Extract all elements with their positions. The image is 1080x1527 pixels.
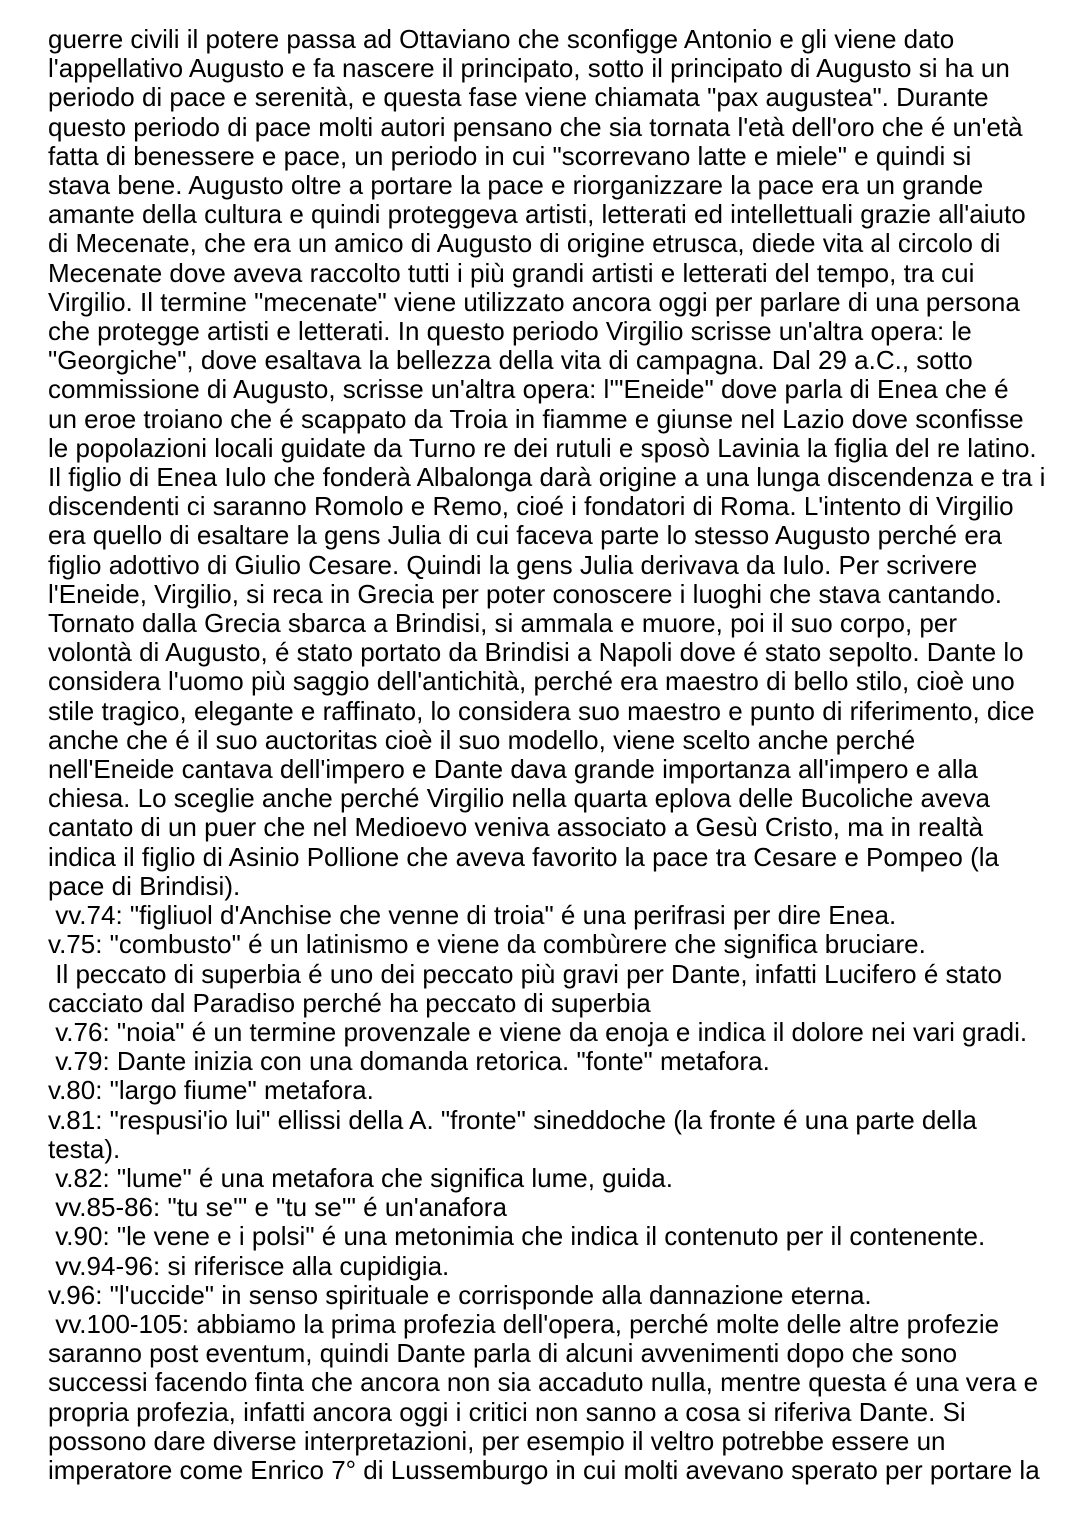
text-line: Il peccato di superbia é uno dei peccato più gravi per Dante, infatti Lucifero é stato [48,958,1002,989]
text-line: indica il figlio di Asinio Pollione che aveva favorito la pace tra Cesare e Pompeo (la [48,841,999,872]
text-line: che protegge artisti e letterati. In questo periodo Virgilio scrisse un'altra opera: le [48,316,972,347]
text-line: successi facendo finta che ancora non sia accaduto nulla, mentre questa é una vera e [48,1367,1039,1398]
text-line: Il figlio di Enea Iulo che fonderà Albalonga darà origine a una lunga discendenza e tra i [48,462,1046,493]
text-line: l'appellativo Augusto e fa nascere il principato, sotto il principato di Augusto si ha un [48,53,1010,84]
text-line: v.96: "l'uccide" in senso spirituale e corrisponde alla dannazione eterna. [48,1279,872,1310]
text-line: considera l'uomo più saggio dell'antichità, perché era maestro di bello stilo, cioè uno [48,666,1015,697]
text-line: periodo di pace e serenità, e questa fase viene chiamata "pax augustea". Durante [48,82,989,113]
text-line: stava bene. Augusto oltre a portare la pace e riorganizzare la pace era un grande [48,170,984,201]
text-line: l'Eneide, Virgilio, si reca in Grecia per poter conoscere i luoghi che stava cantando. [48,578,1003,609]
text-line: anche che é il suo auctoritas cioè il suo modello, viene scelto anche perché [48,724,916,755]
text-line: v.82: "lume" é una metafora che significa lume, guida. [48,1162,673,1193]
text-line: v.80: "largo fiume" metafora. [48,1075,374,1106]
text-line: testa). [48,1133,121,1164]
text-line: guerre civili il potere passa ad Ottaviano che sconfigge Antonio e gli viene dato [48,24,955,54]
text-line: propria profezia, infatti ancora oggi i critici non sanno a cosa si riferiva Dante. Si [48,1396,966,1427]
text-line: di Mecenate, che era un amico di Augusto di origine etrusca, diede vita al circolo di [48,228,1001,259]
text-line: saranno post eventum, quindi Dante parla di alcuni avvenimenti dopo che sono [48,1338,958,1369]
text-line: v.90: "le vene e i polsi" é una metonimia che indica il contenuto per il contenente. [48,1221,986,1252]
text-line: le popolazioni locali guidate da Turno re dei rutuli e sposò Lavinia la figlia del re latino. [48,432,1037,463]
text-line: "Georgiche", dove esaltava la bellezza della vita di campagna. Dal 29 a.C., sotto [48,345,973,376]
text-line: discendenti ci saranno Romolo e Remo, cioé i fondatori di Roma. L'intento di Virgilio [48,491,1014,522]
text-line: vv.94-96: si riferisce alla cupidigia. [48,1250,450,1281]
text-line: volontà di Augusto, é stato portato da Brindisi a Napoli dove é stato sepolto. Dante lo [48,637,1024,668]
text-line: vv.85-86: "tu se'" e "tu se'" é un'anafora [48,1192,507,1223]
text-line: Tornato dalla Grecia sbarca a Brindisi, si ammala e muore, poi il suo corpo, per [48,608,957,639]
text-line: v.81: "respusi'io lui" ellissi della A. "fronte" sineddoche (la fronte é una parte della [48,1104,977,1135]
text-line: Mecenate dove aveva raccolto tutti i più grandi artisti e letterati del tempo, tra cui [48,257,975,288]
text-line: fatta di benessere e pace, un periodo in cui "scorrevano latte e miele" e quindi si [48,140,972,171]
text-line: cacciato dal Paradiso perché ha peccato di superbia [48,987,651,1018]
text-line: figlio adottivo di Giulio Cesare. Quindi la gens Julia derivava da Iulo. Per scrivere [48,549,978,580]
text-line: nell'Eneide cantava dell'impero e Dante dava grande importanza all'impero e alla [48,754,978,785]
text-line: chiesa. Lo sceglie anche perché Virgilio nella quarta eplova delle Bucoliche aveva [48,783,990,814]
text-line: v.75: "combusto" é un latinismo e viene da combùrere che significa bruciare. [48,929,926,960]
text-line: commissione di Augusto, scrisse un'altra opera: l'"Eneide" dove parla di Enea che é [48,374,1009,405]
text-line: vv.74: "figliuol d'Anchise che venne di troia" é una perifrasi per dire Enea. [48,900,897,931]
text-line: questo periodo di pace molti autori pensano che sia tornata l'età dell'oro che é un'età [48,111,1023,142]
text-line: v.79: Dante inizia con una domanda retorica. "fonte" metafora. [48,1046,770,1077]
text-line: stile tragico, elegante e raffinato, lo considera suo maestro e punto di riferimento, dice [48,695,1035,726]
text-line: era quello di esaltare la gens Julia di cui faceva parte lo stesso Augusto perché era [48,520,1002,551]
text-line: imperatore come Enrico 7° di Lussemburgo in cui molti avevano sperato per portare la [48,1454,1040,1485]
text-line: Virgilio. Il termine "mecenate" viene utilizzato ancora oggi per parlare di una persona [48,286,1020,317]
text-line: vv.100-105: abbiamo la prima profezia dell'opera, perché molte delle altre profezie [48,1308,1000,1339]
text-line: amante della cultura e quindi proteggeva artisti, letterati ed intellettuali grazie all'aiuto [48,199,1026,230]
text-line: un eroe troiano che é scappato da Troia in fiamme e giunse nel Lazio dove sconfisse [48,403,1024,434]
text-line: cantato di un puer che nel Medioevo veniva associato a Gesù Cristo, ma in realtà [48,812,984,843]
text-line: pace di Brindisi). [48,870,241,901]
document-text [48,24,1046,1485]
text-line: v.76: "noia" é un termine provenzale e viene da enoja e indica il dolore nei vari gradi. [48,1016,1028,1047]
text-line: possono dare diverse interpretazioni, per esempio il veltro potrebbe essere un [48,1425,946,1456]
